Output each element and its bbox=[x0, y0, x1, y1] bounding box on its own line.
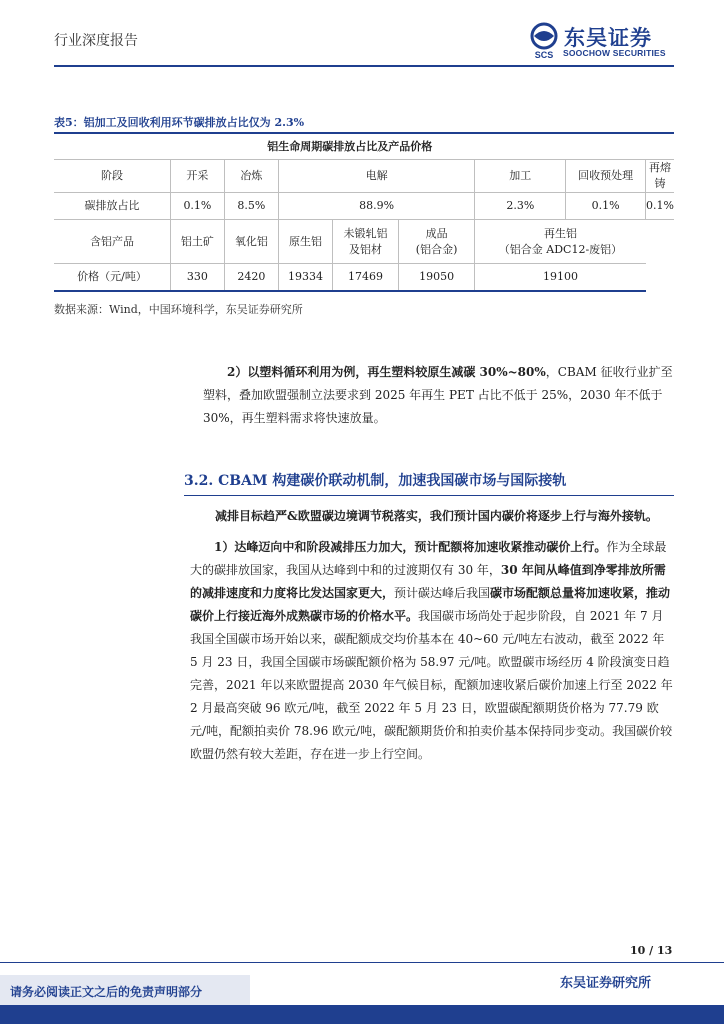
cell-line: 及铝材 bbox=[349, 242, 383, 256]
paragraph-bold-text: 1）达峰迈向中和阶段减排压力加大，预计配额将加速收紧推动碳价上行。 bbox=[214, 540, 607, 554]
aluminum-lifecycle-table bbox=[54, 134, 674, 292]
paragraph-plastic-recycling bbox=[203, 361, 673, 430]
page-number: 10 / 13 bbox=[630, 944, 673, 957]
logo-chinese-name: 东吴证券 bbox=[564, 26, 652, 50]
cell-line: 未锻轧铝 bbox=[343, 226, 388, 240]
table-cell: 0.1% bbox=[170, 193, 224, 220]
logo-mark-text: SCS bbox=[534, 50, 554, 60]
table-label: 表5：铝加工及回收利用环节碳排放占比仅为 2.3% bbox=[54, 116, 305, 129]
table-cell: 0.1% bbox=[646, 193, 674, 220]
table-cell: 19050 bbox=[398, 264, 475, 292]
section-heading: 3.2. CBAM 构建碳价联动机制，加速我国碳市场与国际接轨 bbox=[184, 473, 567, 489]
paragraph-bold-lead: 2）以塑料循环利用为例，再生塑料较原生减碳 30%~80% bbox=[227, 365, 546, 379]
footer-organization: 东吴证券研究所 bbox=[560, 976, 652, 991]
table-cell: 88.9% bbox=[278, 193, 475, 220]
table-cell: 回收预处理 bbox=[566, 160, 646, 193]
table-cell: 再熔铸 bbox=[646, 160, 674, 193]
table-caption: 铝生命周期碳排放占比及产品价格 bbox=[54, 134, 646, 160]
section-divider bbox=[184, 495, 674, 496]
table-cell: 原生铝 bbox=[278, 220, 332, 264]
paragraph-bold-text: 碳市场配额总量将加速收紧，推动碳价上行接近海外成熟碳市场的价格水平。 bbox=[190, 586, 671, 623]
table-cell bbox=[333, 220, 399, 264]
table-row bbox=[54, 160, 674, 193]
table-cell: 含铝产品 bbox=[54, 220, 170, 264]
cell-line: （铝合金 ADC12-废铝） bbox=[498, 242, 623, 256]
paragraph-carbon-price bbox=[190, 536, 674, 766]
table-row bbox=[54, 193, 674, 220]
paragraph-text: 预计碳达峰后我国 bbox=[394, 586, 491, 600]
paragraph-text: ，CBAM 征收行业扩至塑料，叠加欧盟强制立法要求到 2025 年再生 PET 占比不低于 25%，2030 年不低于 30%，再生塑料需求将快速放量。 bbox=[203, 365, 673, 425]
data-source-note: 数据来源：Wind，中国环境科学，东吴证券研究所 bbox=[54, 303, 303, 316]
table-caption-row bbox=[54, 134, 674, 160]
cell-line: 成品 bbox=[425, 226, 448, 240]
table-cell: 氧化铝 bbox=[224, 220, 278, 264]
table-cell: 2420 bbox=[224, 264, 278, 292]
table-row bbox=[54, 264, 674, 292]
table-cell bbox=[398, 220, 475, 264]
table-cell: 开采 bbox=[170, 160, 224, 193]
paragraph-text: 作为全球最大的碳排放国家，我国从达峰到中和的过渡期仅有 30 年， bbox=[190, 540, 667, 577]
table-cell: 阶段 bbox=[54, 160, 170, 193]
table-cell: 17469 bbox=[333, 264, 399, 292]
paragraph-text: 我国碳市场尚处于起步阶段，自 2021 年 7 月我国全国碳市场开始以来，碳配额成交均价基本在 40~60 元/吨左右波动，截至 2022 年 5 月 23 日，我国全国碳市场碳配额价格为 58.97 元/吨。欧盟碳市场经历 4 阶段演变日趋完善，2021 年以来欧盟提高 2030 年气候目标，配额加速收紧后碳价加速上行至 2022 年 2 月最高突破 96 欧元/吨，截至 2022 年 5 月 23 日，欧盟碳配额期货价格为 77.79 欧元/吨，配额拍卖价 78.96 欧元/吨，碳配额期货价和拍卖价基本保持同步变动。我国碳价较欧盟仍然有较大差距，存在进一步上行空间。 bbox=[190, 609, 673, 761]
report-type-label: 行业深度报告 bbox=[54, 33, 138, 49]
table-cell: 330 bbox=[170, 264, 224, 292]
disclaimer-text: 请务必阅读正文之后的免责声明部分 bbox=[10, 985, 203, 999]
table-cell: 铝土矿 bbox=[170, 220, 224, 264]
table-row bbox=[54, 220, 674, 264]
section-lead-sentence: 减排目标趋严&欧盟碳边境调节税落实，我们预计国内碳价将逐步上行与海外接轨。 bbox=[215, 509, 658, 523]
table-cell bbox=[475, 220, 646, 264]
cell-line: (铝合金) bbox=[415, 242, 458, 256]
logo-english-name: SOOCHOW SECURITIES bbox=[563, 48, 666, 58]
company-logo bbox=[527, 22, 677, 62]
disclaimer-banner bbox=[0, 975, 250, 1005]
footer-divider bbox=[0, 962, 724, 963]
footer-color-bar bbox=[0, 1005, 724, 1024]
header-divider bbox=[54, 65, 674, 67]
table-cell: 19100 bbox=[475, 264, 646, 292]
table-cell: 冶炼 bbox=[224, 160, 278, 193]
table-cell: 加工 bbox=[475, 160, 566, 193]
table-cell: 2.3% bbox=[475, 193, 566, 220]
table-cell: 价格（元/吨） bbox=[54, 264, 170, 292]
table-cell: 碳排放占比 bbox=[54, 193, 170, 220]
paragraph-bold-text: 30 年间从峰值到净零排放所需的减排速度和力度将比发达国家更大， bbox=[190, 563, 666, 600]
table-cell: 8.5% bbox=[224, 193, 278, 220]
table-cell: 19334 bbox=[278, 264, 332, 292]
cell-line: 再生铝 bbox=[543, 226, 577, 240]
table-cell: 0.1% bbox=[566, 193, 646, 220]
logo-mark-icon bbox=[527, 22, 561, 60]
table-cell: 电解 bbox=[278, 160, 475, 193]
